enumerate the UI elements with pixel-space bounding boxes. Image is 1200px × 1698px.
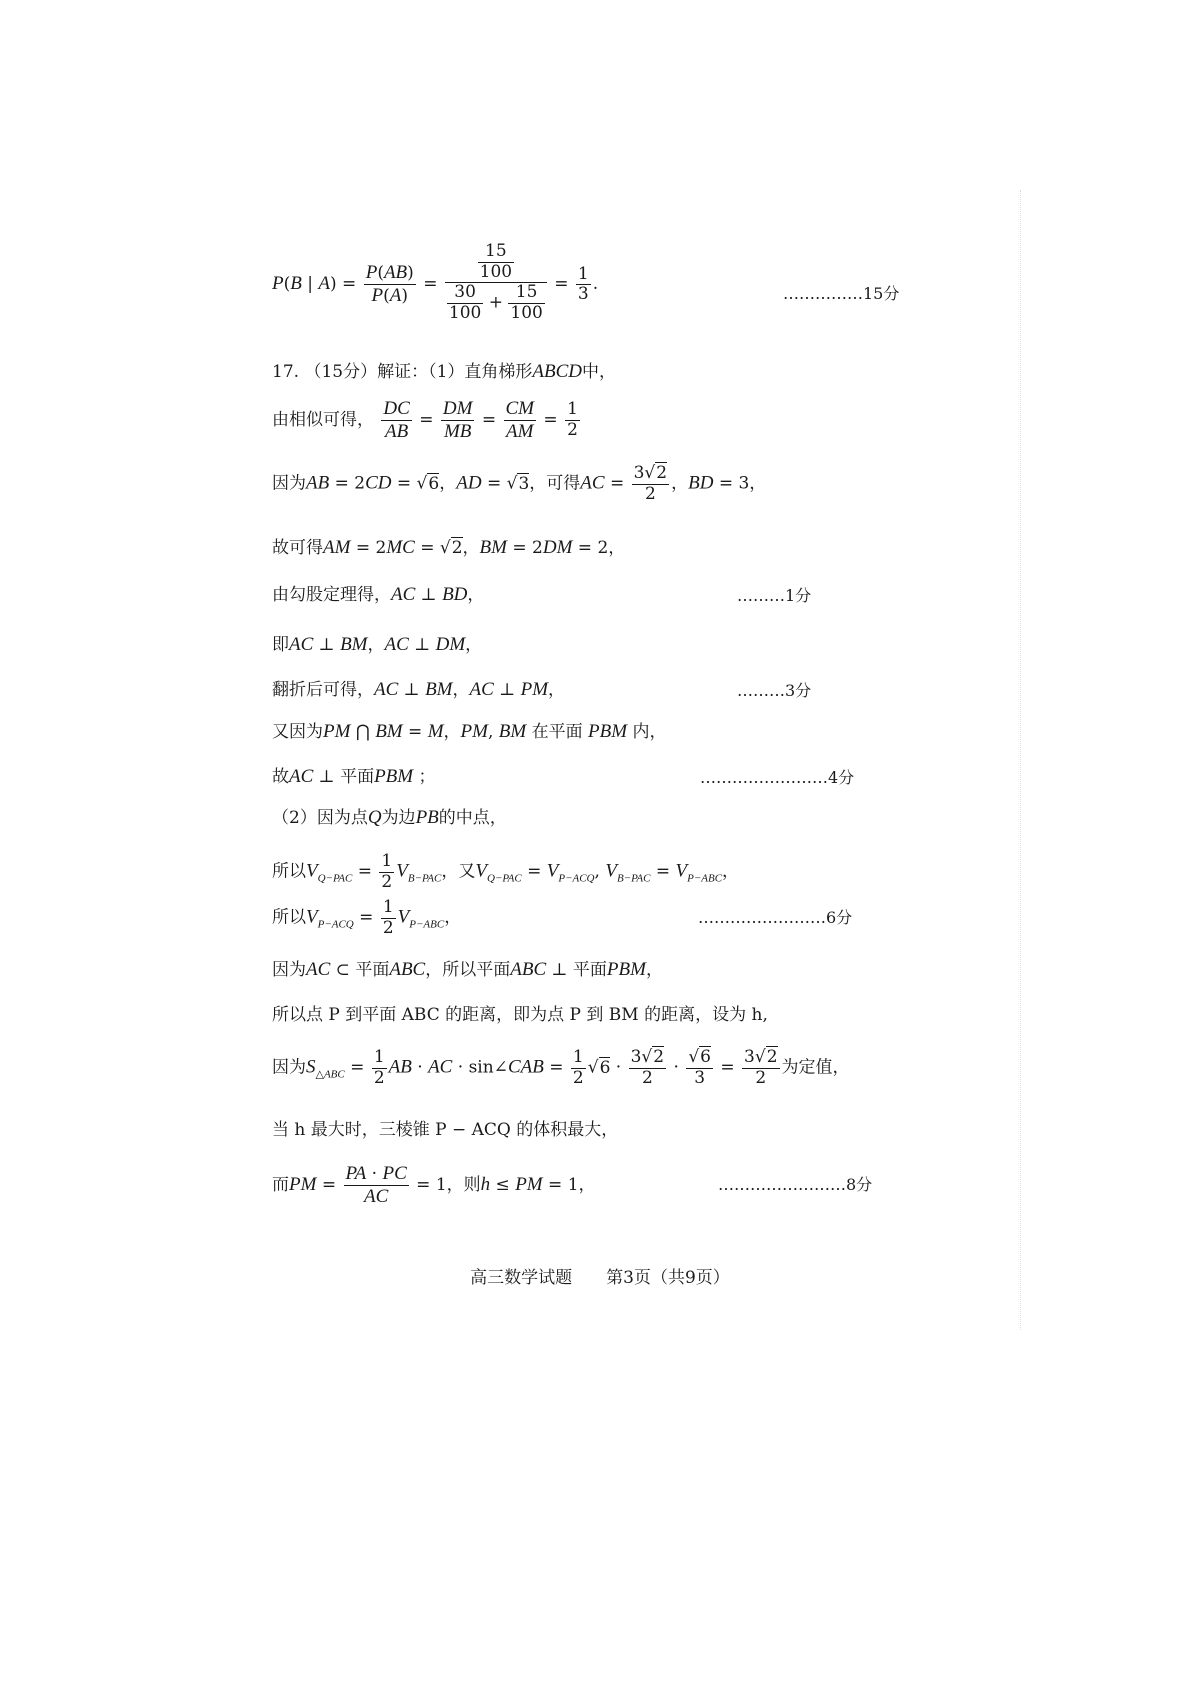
pythagoras-line: 由勾股定理得，AC ⊥ BD， xyxy=(272,584,485,605)
pyth-lead: 由勾股定理得， xyxy=(272,585,391,605)
ac-mid: 平面 xyxy=(355,960,390,980)
area-lead: 因为 xyxy=(272,1057,306,1078)
score-15: ……………15分 xyxy=(783,284,900,303)
suoyi-2: 所以 xyxy=(272,907,306,928)
part2-line: （2）因为点Q为边PB的中点， xyxy=(272,807,507,828)
ac-lead: 因为 xyxy=(272,960,306,980)
also-lead: 又因为 xyxy=(272,722,323,742)
conditional-probability-formula: P(B | A) = $\frac{P(AB)}{P(A)}$ = $\frac{15}{100}$ $\frac{30}{100}$ + $\frac{15}{100}$ = $\frac{1}{3}$ . xyxy=(272,241,599,323)
score-6: ……………………6分 xyxy=(698,908,853,927)
derived-lengths-line: 故可得AM = 2MC = √2，BM = 2DM = 2， xyxy=(272,537,626,558)
part2-mid: 为边 xyxy=(381,808,416,828)
part2-tail: 的中点， xyxy=(438,808,507,828)
similar-ratio-line: 由相似可得， $\frac{DC}{AB}$ = $\frac{DM}{MB}$ = $\frac{CM}{AM}$ = $\frac{1}{2}$ xyxy=(272,398,578,442)
volume-result-line: 所以$V_{P-ACQ}$ = $\frac{1}{2}$ $V_{P-ABC}$， xyxy=(272,897,462,938)
ac-tail: 平面 xyxy=(572,960,607,980)
q17-head-tail: 中， xyxy=(582,362,616,382)
perpendicular-line: 即AC ⊥ BM，AC ⊥ DM， xyxy=(272,634,483,655)
score-8: ……………………8分 xyxy=(718,1175,873,1194)
suoyi-1: 所以 xyxy=(272,861,306,882)
distance-line: 所以点 P 到平面 ABC 的距离，即为点 P 到 BM 的距离，设为 h, xyxy=(272,1005,768,1025)
plane-word: 平面 xyxy=(340,767,375,787)
also-mid: 在平面 xyxy=(531,722,583,742)
pm-line: 而PM = $\frac{PA \cdot PC}{AC}$ = 1，则h ≤ PM = 1， xyxy=(272,1163,596,1207)
hmax-line: 当 h 最大时，三棱锥 P − ACQ 的体积最大， xyxy=(272,1120,619,1140)
intersection-line: 又因为PM ⋂ BM = M，PM, BM 在平面 PBM 内， xyxy=(272,721,667,742)
pm-mid: ，则 xyxy=(446,1174,481,1195)
given-lengths-line: 因为AB = 2CD = √6，AD = √3，可得AC = $\frac{3√2}{2}$ ，BD = 3， xyxy=(272,463,767,504)
part2-lead: （2）因为点 xyxy=(272,808,368,828)
because-lead: 因为 xyxy=(272,473,306,494)
scan-edge xyxy=(1020,190,1021,1330)
also-tail: 内， xyxy=(632,722,667,742)
q17-head-text: 17. （15分）解证：（1）直角梯形 xyxy=(272,362,533,382)
so-lead: 故 xyxy=(272,767,289,787)
score-1: ………1分 xyxy=(737,586,812,605)
hence-lead: 故可得 xyxy=(272,538,323,558)
area-line: 因为$S_{\triangle ABC}$ = $\frac{1}{2}$ AB · AC · sin∠CAB = $\frac{1}{2}$ √6 · $\frac{3√2}{2}$ · $\frac{√6}{3}$ = $\frac{3√2}{2}$ 为定值， xyxy=(272,1047,850,1088)
page-footer: 高三数学试题 第3页（共9页） xyxy=(470,1268,730,1288)
volume-relation-line: 所以$V_{Q-PAC}$ = $\frac{1}{2}$ $V_{B-PAC}$，又$V_{Q-PAC} = V_{P-ACQ}$, $V_{B-PAC} = V_{P-ABC}$， xyxy=(272,851,740,892)
because-mid: ，可得 xyxy=(529,473,581,494)
q17-heading: 17. （15分）解证：（1）直角梯形ABCD中， xyxy=(272,361,616,382)
pm-lead: 而 xyxy=(272,1174,289,1195)
conclusion-line: 故AC ⊥ 平面PBM ； xyxy=(272,766,436,787)
score-4: ……………………4分 xyxy=(700,768,855,787)
area-tail: 为定值， xyxy=(781,1057,850,1078)
ie-lead: 即 xyxy=(272,635,289,655)
plane-perpendicular-line: 因为AC ⊂ 平面ABC，所以平面ABC ⊥ 平面PBM， xyxy=(272,959,663,980)
similar-lead: 由相似可得， xyxy=(272,409,374,430)
fold-lead: 翻折后可得， xyxy=(272,680,374,700)
ac-mid2: ，所以平面 xyxy=(425,960,511,980)
you: 又 xyxy=(458,861,476,882)
fold-line: 翻折后可得，AC ⊥ BM，AC ⊥ PM， xyxy=(272,679,566,700)
score-3: ………3分 xyxy=(737,681,812,700)
